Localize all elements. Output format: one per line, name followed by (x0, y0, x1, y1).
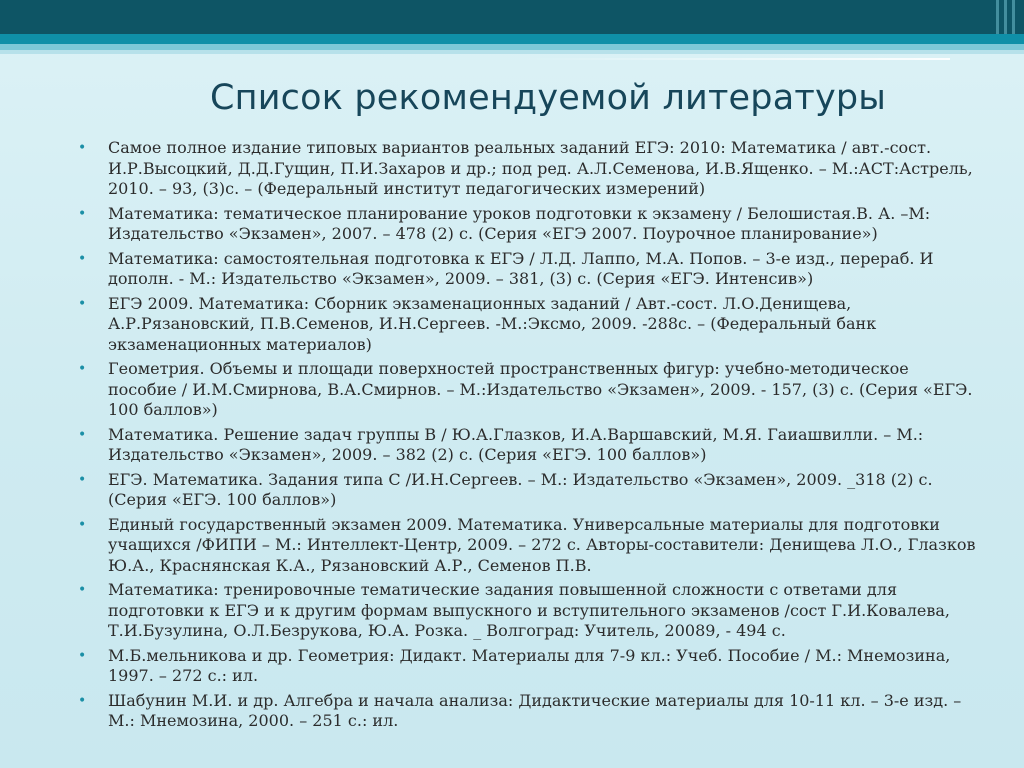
bullet-icon: • (78, 471, 87, 488)
bullet-icon: • (78, 582, 87, 598)
header-band-dark (0, 0, 1024, 34)
header-light-streak (520, 58, 950, 60)
reference-text: Математика: самостоятельная подготовка к ЕГЭ / Л.Д. Лаппо, М.А. Попов. – 3-е изд., перераб. И дополн. - М.: Издательство «Экзамен», 2009. – 381, (3) с. (Серия «ЕГЭ. Интенсив») (108, 248, 934, 288)
reference-item (78, 249, 978, 290)
reference-text: Математика: тематическое планирование уроков подготовки к экзамену / Белошистая.В. А. –М: Издательство «Экзамен», 2007. – 478 (2) с. (Серия «ЕГЭ 2007. Поурочное планирование») (108, 203, 931, 243)
reference-item (78, 691, 978, 732)
reference-text: Геометрия. Объемы и площади поверхностей пространственных фигур: учебно-методическое пособие / И.М.Смирнова, В.А.Смирнов. – М.:Издательство «Экзамен», 2009. - 157, (3) с. (Серия «ЕГЭ. 100 баллов») (108, 359, 973, 419)
reference-item (78, 204, 978, 245)
reference-text: М.Б.мельникова и др. Геометрия: Дидакт. Материалы для 7-9 кл.: Учеб. Пособие / М.: Мнемозина, 1997. – 272 с.: ил. (108, 645, 951, 685)
bullet-icon: • (78, 361, 87, 377)
reference-item (78, 580, 978, 642)
header-rib (1004, 0, 1007, 34)
reference-text: Математика: тренировочные тематические задания повышенной сложности с ответами для подготовки к ЕГЭ и к другим формам выпускного и вступительного экзаменов /сост Г.И.Ковалева, Т.И.Бузулина, О.Л.Безрукова, Ю.А. Розка. _ Волгоград: Учитель, 20089, - 494 с. (108, 580, 950, 640)
bullet-icon: • (78, 250, 87, 267)
slide-title: Список рекомендуемой литературы (210, 78, 887, 118)
reference-item (78, 138, 978, 200)
bullet-icon: • (78, 426, 87, 443)
header-rib (1012, 0, 1015, 34)
header-band-pale (0, 50, 1024, 54)
reference-item (78, 425, 978, 466)
reference-item (78, 470, 978, 511)
bullet-icon: • (78, 647, 87, 664)
header-rib (996, 0, 999, 34)
bullet-icon: • (78, 516, 87, 533)
reference-item (78, 646, 978, 687)
bullet-icon: • (78, 205, 87, 222)
bullet-icon: • (78, 692, 87, 709)
reference-item (78, 515, 978, 577)
reference-text: Единый государственный экзамен 2009. Математика. Универсальные материалы для подготовки учащихся /ФИПИ – М.: Интеллект-Центр, 2009. – 272 с. Авторы-составители: Денищева Л.О., Глазков Ю.А., Краснянская К.А., Рязановский А.Р., Семенов П.В. (108, 514, 976, 575)
header-band-mid (0, 34, 1024, 44)
reference-text: Математика. Решение задач группы В / Ю.А.Глазков, И.А.Варшавский, М.Я. Гаиашвилли. – М.: Издательство «Экзамен», 2009. – 382 (2) с. (Серия «ЕГЭ. 100 баллов») (108, 424, 924, 464)
reference-text: ЕГЭ 2009. Математика: Сборник экзаменационных заданий / Авт.-сост. Л.О.Денищева, А.Р.Рязановский, П.В.Семенов, И.Н.Сергеев. -М.:Эксмо, 2009. -288с. – (Федеральный банк экзаменационных материалов) (108, 293, 877, 354)
bullet-icon: • (78, 140, 87, 156)
reference-text: ЕГЭ. Математика. Задания типа С /И.Н.Сергеев. – М.: Издательство «Экзамен», 2009. _318 (2) с. (Серия «ЕГЭ. 100 баллов») (108, 469, 933, 509)
reference-text: Самое полное издание типовых вариантов реальных заданий ЕГЭ: 2010: Математика / авт.-сост. И.Р.Высоцкий, Д.Д.Гущин, П.И.Захаров и др.; под ред. А.Л.Семенова, И.В.Ященко. – М.:АСТ:Астрель, 2010. – 93, (3)с. – (Федеральный институт педагогических измерений) (108, 138, 973, 198)
bullet-icon: • (78, 295, 87, 312)
reference-item (78, 294, 978, 356)
reference-list (78, 138, 978, 736)
reference-text: Шабунин М.И. и др. Алгебра и начала анализа: Дидактические материалы для 10-11 кл. – 3-е изд. – М.: Мнемозина, 2000. – 251 с.: ил. (108, 690, 962, 730)
reference-item (78, 359, 978, 421)
